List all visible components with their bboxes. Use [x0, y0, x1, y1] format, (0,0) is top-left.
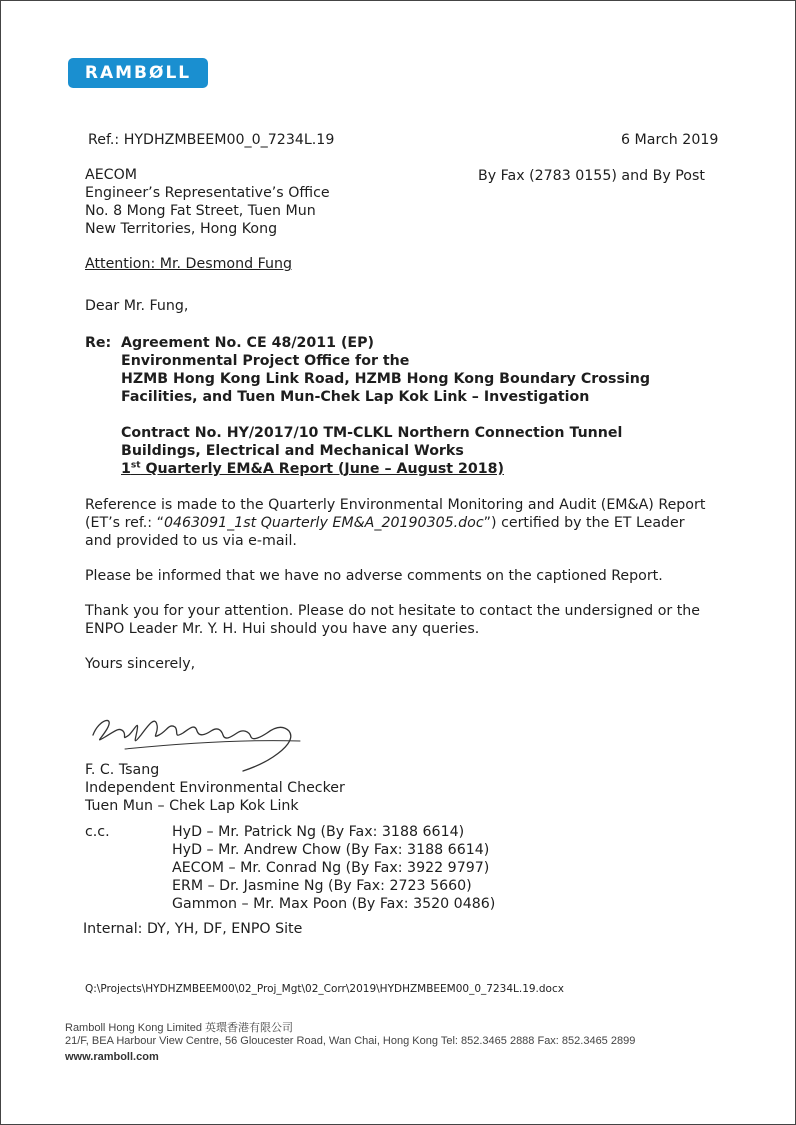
- recipient-line-4: New Territories, Hong Kong: [85, 221, 278, 237]
- report-number: 1: [121, 461, 131, 477]
- paragraph-3-line-1: Thank you for your attention. Please do not hesitate to contact the undersigned or the: [85, 603, 700, 619]
- cc-entry: AECOM – Mr. Conrad Ng (By Fax: 3922 9797): [172, 860, 490, 876]
- paragraph-1-ref-suffix: ”) certified by the ET Leader: [483, 515, 685, 531]
- attention-line: Attention: Mr. Desmond Fung: [85, 256, 292, 272]
- internal-distribution: Internal: DY, YH, DF, ENPO Site: [83, 921, 303, 937]
- paragraph-1-ref-prefix: (ET’s ref.: “: [85, 515, 164, 531]
- subject-line-3: HZMB Hong Kong Link Road, HZMB Hong Kong Boundary Crossing: [121, 371, 651, 387]
- subject-line-2: Environmental Project Office for the: [121, 353, 410, 369]
- closing: Yours sincerely,: [85, 656, 196, 672]
- file-path: Q:\Projects\HYDHZMBEEM00\02_Proj_Mgt\02_Corr\2019\HYDHZMBEEM00_0_7234L.19.docx: [85, 983, 564, 995]
- cc-entry: HyD – Mr. Patrick Ng (By Fax: 3188 6614): [172, 824, 465, 840]
- paragraph-3-line-2: ENPO Leader Mr. Y. H. Hui should you have any queries.: [85, 621, 480, 637]
- salutation: Dear Mr. Fung,: [85, 298, 189, 314]
- recipient-line-1: AECOM: [85, 167, 137, 183]
- paragraph-1-line-1: Reference is made to the Quarterly Environmental Monitoring and Audit (EM&A) Report: [85, 497, 706, 513]
- reference-number: Ref.: HYDHZMBEEM00_0_7234L.19: [88, 132, 335, 148]
- footer-address: 21/F, BEA Harbour View Centre, 56 Gloucester Road, Wan Chai, Hong Kong Tel: 852.3465 2888 Fax: 852.3465 2899: [65, 1035, 636, 1047]
- cc-entry: ERM – Dr. Jasmine Ng (By Fax: 2723 5660): [172, 878, 472, 894]
- subject-line-4: Facilities, and Tuen Mun-Chek Lap Kok Link – Investigation: [121, 389, 590, 405]
- footer-website: www.ramboll.com: [65, 1051, 159, 1063]
- paragraph-1-line-2: [85, 514, 685, 532]
- contract-line-2: Buildings, Electrical and Mechanical Works: [121, 443, 464, 459]
- signatory-name: F. C. Tsang: [85, 762, 160, 778]
- report-title-rest: Quarterly EM&A Report (June – August 2018): [140, 461, 504, 477]
- recipient-line-3: No. 8 Mong Fat Street, Tuen Mun: [85, 203, 316, 219]
- footer-company: Ramboll Hong Kong Limited 英環香港有限公司: [65, 1022, 294, 1034]
- signatory-project: Tuen Mun – Chek Lap Kok Link: [85, 798, 299, 814]
- signatory-title: Independent Environmental Checker: [85, 780, 345, 796]
- cc-entry: HyD – Mr. Andrew Chow (By Fax: 3188 6614): [172, 842, 490, 858]
- cc-label: c.c.: [85, 824, 110, 840]
- delivery-method: By Fax (2783 0155) and By Post: [478, 168, 705, 184]
- ramboll-logo: RAMBØLL: [68, 58, 208, 88]
- recipient-line-2: Engineer’s Representative’s Office: [85, 185, 330, 201]
- contract-line-1: Contract No. HY/2017/10 TM-CLKL Northern Connection Tunnel: [121, 425, 623, 441]
- paragraph-2: Please be informed that we have no adverse comments on the captioned Report.: [85, 568, 663, 584]
- paragraph-1-line-3: and provided to us via e-mail.: [85, 533, 297, 549]
- re-label: Re:: [85, 335, 112, 351]
- report-title: [121, 460, 504, 478]
- et-reference-filename: 0463091_1st Quarterly EM&A_20190305.doc: [163, 515, 484, 531]
- report-ordinal: st: [130, 460, 141, 471]
- letter-date: 6 March 2019: [621, 132, 719, 148]
- cc-entry: Gammon – Mr. Max Poon (By Fax: 3520 0486): [172, 896, 496, 912]
- subject-line-1: Agreement No. CE 48/2011 (EP): [121, 335, 375, 351]
